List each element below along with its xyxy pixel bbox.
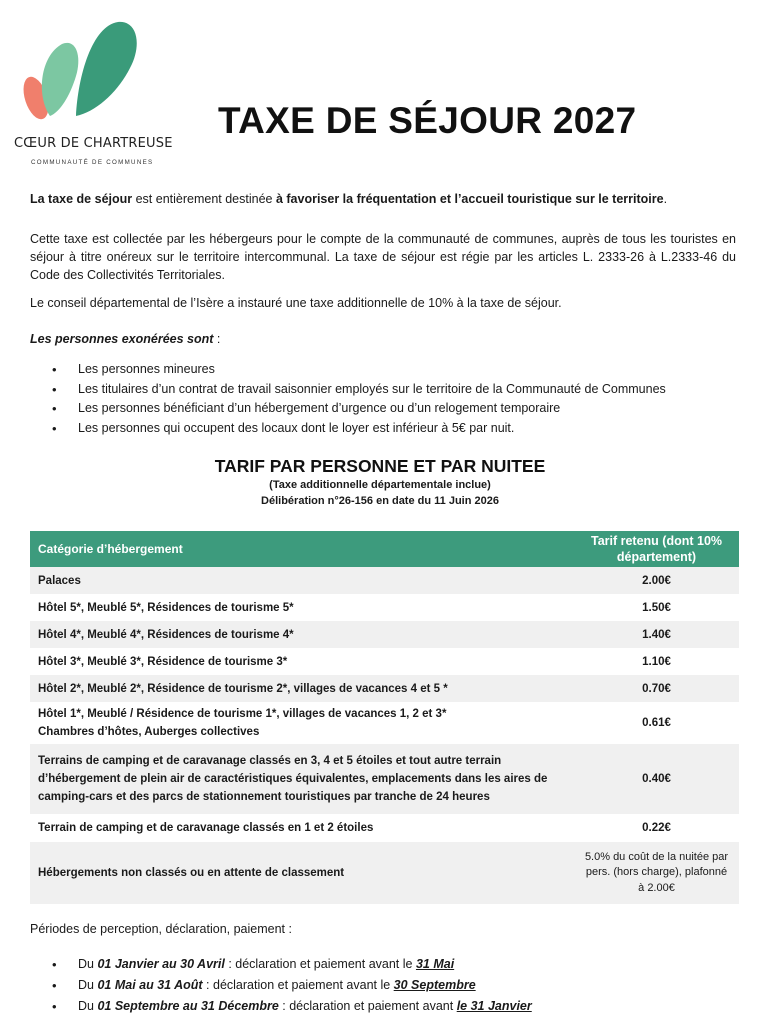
table-row xyxy=(30,814,739,842)
page-title: TAXE DE SÉJOUR 2027 xyxy=(218,100,637,141)
intro-text-1: est entièrement destinée xyxy=(132,192,276,206)
period-middle: : déclaration et paiement avant le xyxy=(224,957,416,971)
list-item xyxy=(50,954,532,975)
additional-tax-paragraph: Le conseil départemental de l’Isère a instauré une taxe additionnelle de 10% à la taxe de séjour. xyxy=(30,296,562,310)
period-deadline: 31 Mai xyxy=(415,957,455,971)
table-row xyxy=(30,594,739,621)
intro-paragraph xyxy=(30,190,667,208)
period-deadline: 30 Septembre xyxy=(393,978,476,992)
rate-cell: 1.50€ xyxy=(574,594,739,621)
category-cell: Hôtel 5*, Meublé 5*, Résidences de tourisme 5* xyxy=(30,594,574,621)
tarif-subtitle: (Taxe additionnelle départementale inclue) xyxy=(269,479,491,491)
rate-cell: 1.40€ xyxy=(574,621,739,648)
category-cell: Terrain de camping et de caravanage classés en 1 et 2 étoiles xyxy=(30,814,574,842)
category-cell: Hôtel 4*, Meublé 4*, Résidences de tourisme 4* xyxy=(30,621,574,648)
category-line-2: Chambres d’hôtes, Auberges collectives xyxy=(38,726,260,738)
period-prefix: Du xyxy=(78,978,98,992)
logo-name: CŒUR DE CHARTREUSE xyxy=(14,136,173,151)
table-header-row xyxy=(30,531,739,567)
period-range: 01 Septembre au 31 Décembre xyxy=(97,999,279,1013)
period-range: 01 Janvier au 30 Avril xyxy=(97,957,225,971)
rate-cell: 0.40€ xyxy=(574,744,739,814)
period-prefix: Du xyxy=(78,999,98,1013)
page-header xyxy=(0,0,760,170)
category-cell: Hôtel 3*, Meublé 3*, Résidence de tourisme 3* xyxy=(30,648,574,675)
category-cell xyxy=(30,702,574,744)
tarif-title: TARIF PAR PERSONNE ET PAR NUITEE xyxy=(214,456,546,476)
rate-cell: 5.0% du coût de la nuitée par pers. (hors charge), plafonné à 2.00€ xyxy=(574,842,739,904)
exemptions-list xyxy=(50,360,666,438)
logo-subtitle: COMMUNAUTÉ DE COMMUNES xyxy=(31,159,154,166)
list-item: • Les titulaires d’un contrat de travail saisonnier employés sur le territoire de la Communauté de Communes xyxy=(50,380,666,400)
list-item: • Les personnes qui occupent des locaux dont le loyer est inférieur à 5€ par nuit. xyxy=(50,419,666,439)
list-item xyxy=(50,996,532,1017)
rate-cell: 1.10€ xyxy=(574,648,739,675)
rates-table xyxy=(30,531,739,904)
table-row xyxy=(30,702,739,744)
periods-title: Périodes de perception, déclaration, paiement : xyxy=(30,922,292,936)
logo-leaves-icon xyxy=(6,16,156,126)
column-header-category: Catégorie d’hébergement xyxy=(30,531,574,567)
category-cell: Palaces xyxy=(30,567,574,594)
table-row xyxy=(30,744,739,814)
period-range: 01 Mai au 31 Août xyxy=(97,978,203,992)
list-item xyxy=(50,975,532,996)
intro-bold-2: à favoriser la fréquentation et l’accueil touristique sur le territoire xyxy=(275,192,664,206)
category-cell: Terrains de camping et de caravanage classés en 3, 4 et 5 étoiles et tout autre terrain d’hébergement de plein air de caractéristiques équivalentes, emplacements dans les aires de camping-cars et des parcs de stationnement touristiques par tranche de 24 heures xyxy=(30,744,574,814)
period-middle: : déclaration et paiement avant le xyxy=(202,978,394,992)
table-row xyxy=(30,567,739,594)
rate-cell: 2.00€ xyxy=(574,567,739,594)
category-cell: Hôtel 2*, Meublé 2*, Résidence de tourisme 2*, villages de vacances 4 et 5 * xyxy=(30,675,574,702)
category-line-1: Hôtel 1*, Meublé / Résidence de tourisme 1*, villages de vacances 1, 2 et 3* xyxy=(38,708,447,720)
rate-cell: 0.22€ xyxy=(574,814,739,842)
table-row xyxy=(30,842,739,904)
table-row xyxy=(30,675,739,702)
period-deadline: le 31 Janvier xyxy=(456,999,532,1013)
table-row xyxy=(30,621,739,648)
logo xyxy=(6,16,173,166)
tarif-deliberation: Délibération n°26-156 en date du 11 Juin 2026 xyxy=(261,495,499,507)
periods-list xyxy=(50,954,532,1017)
category-cell: Hébergements non classés ou en attente de classement xyxy=(30,842,574,904)
collection-paragraph: Cette taxe est collectée par les hébergeurs pour le compte de la communauté de communes, auprès de tous les touristes en séjour à titre onéreux sur le territoire intercommunal. La taxe de séjour est régie par les articles L. 2333-26 à L.2333-46 du Code des Collectivités Territoriales. xyxy=(30,232,736,282)
rate-cell: 0.70€ xyxy=(574,675,739,702)
period-prefix: Du xyxy=(78,957,98,971)
table-row xyxy=(30,648,739,675)
list-item: • Les personnes mineures xyxy=(50,360,666,380)
period-middle: : déclaration et paiement avant xyxy=(278,999,457,1013)
rate-cell: 0.61€ xyxy=(574,702,739,744)
exemptions-title: Les personnes exonérées sont xyxy=(30,332,214,346)
column-header-rate: Tarif retenu (dont 10% département) xyxy=(574,531,739,567)
exemptions-title-suffix: : xyxy=(213,332,221,346)
list-item: • Les personnes bénéficiant d’un hébergement d’urgence ou d’un relogement temporaire xyxy=(50,399,666,419)
tarif-heading xyxy=(0,456,760,509)
intro-bold-1: La taxe de séjour xyxy=(30,192,133,206)
exemptions-heading xyxy=(30,332,220,346)
intro-text-2: . xyxy=(663,192,668,206)
